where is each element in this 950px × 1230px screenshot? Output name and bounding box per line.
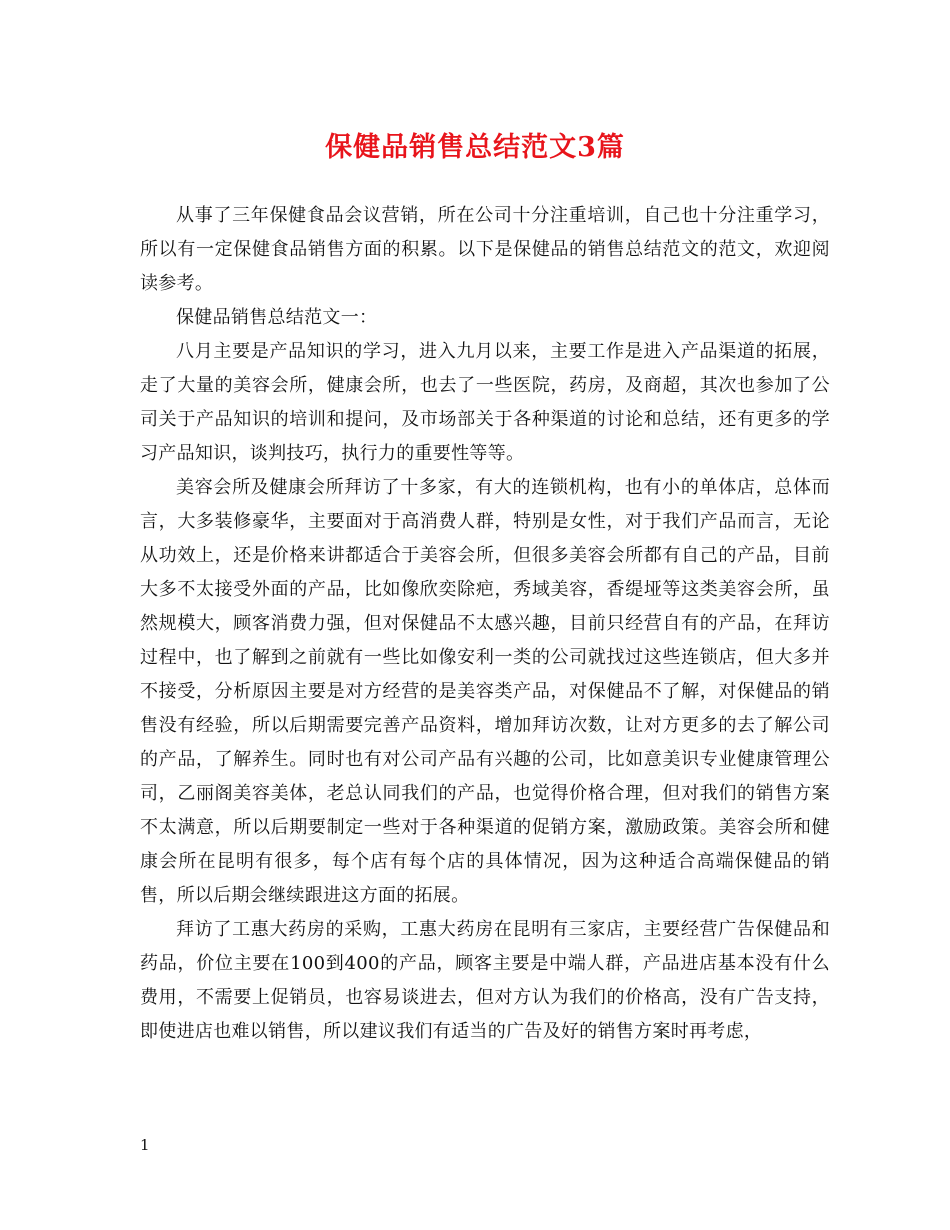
paragraph-pharmacy-visit: 拜访了工惠大药房的采购，工惠大药房在昆明有三家店，主要经营广告保健品和药品，价位主要在100到400的产品，顾客主要是中端人群，产品进店基本没有什么费用，不需要上促销员，也容易谈进去，但对方认为我们的价格高，没有广告支持，即使进店也难以销售，所以建议我们有适当的广告及好的销售方案时再考虑， [140,919,830,1042]
document-body [140,199,830,1049]
paragraph-beauty-salons: 美容会所及健康会所拜访了十多家，有大的连锁机构，也有小的单体店，总体而言，大多装修豪华，主要面对于高消费人群，特别是女性，对于我们产品而言，无论从功效上，还是价格来讲都适合于美容会所，但很多美容会所都有自己的产品，目前大多不太接受外面的产品，比如像欣奕除疤，秀域美容，香缇垭等这类美容会所，虽然规模大，顾客消费力强，但对保健品不太感兴趣，目前只经营自有的产品，在拜访过程中，也了解到之前就有一些比如像安利一类的公司就找过这些连锁店，但大多并不接受，分析原因主要是对方经营的是美容类产品，对保健品不了解，对保健品的销售没有经验，所以后期需要完善产品资料，增加拜访次数，让对方更多的去了解公司的产品，了解养生。同时也有对公司产品有兴趣的公司，比如意美识专业健康管理公司，乙丽阁美容美体，老总认同我们的产品，也觉得价格合理，但对我们的销售方案不太满意，所以后期要制定一些对于各种渠道的促销方案，激励政策。美容会所和健康会所在昆明有很多，每个店有每个店的具体情况，因为这种适合高端保健品的销售，所以后期会继续跟进这方面的拓展。 [140,477,830,906]
paragraph-august-work: 八月主要是产品知识的学习，进入九月以来，主要工作是进入产品渠道的拓展，走了大量的美容会所，健康会所，也去了一些医院，药房，及商超，其次也参加了公司关于产品知识的培训和提问，及市场部关于各种渠道的讨论和总结，还有更多的学习产品知识，谈判技巧，执行力的重要性等等。 [140,341,830,464]
paragraph-intro: 从事了三年保健食品会议营销，所在公司十分注重培训，自己也十分注重学习，所以有一定保健食品销售方面的积累。以下是保健品的销售总结范文的范文，欢迎阅读参考。 [140,205,830,294]
paragraph-section-heading: 保健品销售总结范文一： [176,307,378,328]
document-title: 保健品销售总结范文3篇 [325,132,625,163]
page-number: 1 [140,1136,150,1154]
